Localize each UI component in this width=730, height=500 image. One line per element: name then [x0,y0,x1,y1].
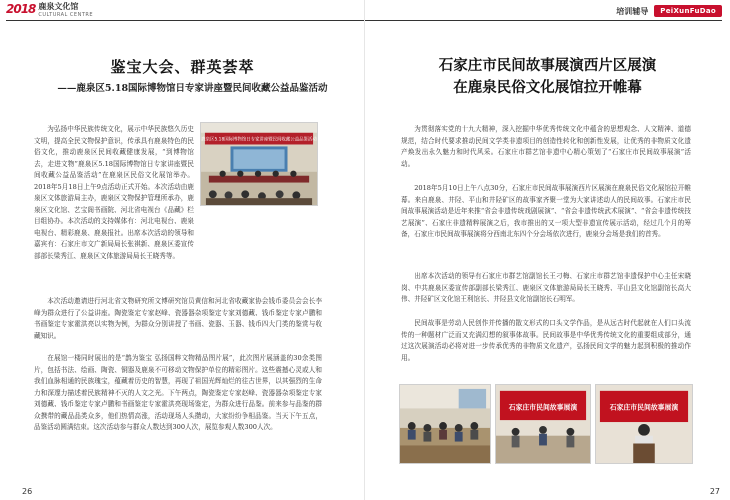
header-rule [6,20,365,21]
article-title [365,55,730,99]
photo-banner-text: 鹿泉区5.18国际博物馆日专家讲座暨民间收藏公益品鉴活动 [201,137,317,143]
article-title-line-1: 石家庄市民间故事展演西片区展演 [438,58,657,74]
logo-english: CULTURAL CENTRE [38,12,94,18]
event-photo-lecture [200,122,318,206]
logo-name: 鹿泉文化馆 [38,2,79,11]
left-paragraph-1: 为弘扬中华民族传统文化，展示中华民族悠久历史文明，提高全民文物保护意识，传承具有鹿泉特色的民俗文化，推动鹿泉区民间收藏健康发展，“到博物馆去，走进文物”鹿泉区5.18国际博物馆日专家讲座暨民间收藏公益品鉴活动”在鹿泉区民俗文化展馆举办。2018年5月18日上午9点活动正式开始。本次活动由鹿泉区文体旅游局主办，鹿泉区文物保护管理所承办，鹿泉区文化馆、艺宝阁书画院、河北省电视台《品藏》栏目组协办。本次活动的支持媒体有：河北电视台、鹿泉电视台、精彩鹿泉、鹿泉报社。出席本次活动的领导和嘉宾有：石家庄市文广新局局长张祺新、鹿泉区委宣传部部长梁秀江、鹿泉区文体旅游局局长王晓秀等。 [34,125,194,260]
section-tag: PeiXunFuDao [654,5,722,17]
article-title: 鉴宝大会、群英荟萃 [110,58,255,76]
left-paragraph-2: 本次活动邀请进行河北省文物研究所文博研究馆员黄信和河北省收藏家协会钱币委员会会长李峰为群众进行了公益讲座。陶瓷鉴定专家赵峰、瓷器器杂项鉴定专家刘德藏、钱币鉴定专家卢鹏和书画鉴定专家霍洪亮以实物为例，为群众分别讲授了书画、瓷器、玉器、钱币四大门类的鉴赏与收藏知识。 [34,297,322,340]
event-photo-audience [399,384,491,464]
photo-banner-text: 石家庄市民间故事展演 [609,403,679,412]
photo-banner-text: 石家庄市民间故事展演 [508,403,578,412]
section-title: 培训辅导 [616,6,649,16]
right-paragraph-3: 出席本次活动的领导有石家庄市群艺馆副馆长王刁梅、石家庄市群艺馆非遗保护中心主任宋晓岗、中共鹿泉区委宣传部副部长梁秀江、鹿泉区文体旅游局局长王晓秀、平山县文化馆副馆长高大伟、井陉矿区文化馆王利馆长、井陉县文化馆副馆长石明军。 [401,272,691,303]
page-number-left: 26 [22,487,33,496]
event-photo-stage-1 [495,384,591,464]
right-paragraph-4: 民间故事是劳动人民创作并传播的散文形式的口头文学作品，是从远古时代起就在人们口头流传的一种题材广泛而又充满幻想的叙事体故事。民间故事是中华优秀传统文化的重要组成部分，通过这次展演活动必将对进一步传承优秀的非物质文化遗产，弘扬民间文学的魅力起到积极的推动作用。 [401,319,691,362]
right-page [365,0,730,500]
article-subtitle: ——鹿泉区5.18国际博物馆日专家讲座暨民间收藏公益品鉴活动 [57,83,328,94]
article-title-line-2: 在鹿泉民俗文化展馆拉开帷幕 [453,80,642,96]
header-rule [365,20,722,21]
right-paragraph-2: 2018年5月10日上午八点30分，石家庄市民间故事展演西片区展演在鹿泉民俗文化展馆拉开帷幕。来自鹿泉、井陉、平山和井陉矿区的故事家齐聚一堂为大家讲述动人的民间故事。石家庄市民间故事展演活动是近年来推“省会非遗传统戏剧展演”、“省会非遗传统武术展演”、“省会非遗传统技艺展演”、石家庄非遗精粹展演之后，我市推出的又一项大型非遗宣传展示活动，经过几个月的筹备，石家庄市民间故事展演将分西南北东四个分会场依次进行，鹿泉分会场是我们的首秀。 [401,184,691,238]
right-header [365,0,730,24]
left-header [0,0,365,24]
cultural-centre-logo [6,2,93,20]
page-number-right: 27 [709,487,720,496]
event-photo-speaker [595,384,693,464]
left-paragraph-3: 在展馆一楼同时展出的是“鹊为鉴宝 弘扬国粹文物精品图片展”，此次图片展涵盖的30余类图片，包括书法、绘画、陶瓷、铜器及鹿泉不可移动文物保护单位的精彩图片。这些震撼心灵或人和我们血脉相通的民族瑰宝，蕴藏着历史的智慧，再现了祖国光辉灿烂的往古世界，以其强烈的生命力和深邃力描述着民族精神不灭的人文之光。下午两点，陶瓷鉴定专家赵峰、瓷器器杂项鉴定专家刘德藏、钱币鉴定专家卢鹏和书画鉴定专家霍洪亮现场鉴定，为群众进行品鉴。前来参与品鉴的群众携带的藏品品类众多，他们热情高涨，活动现场人头攒动，大家纷纷争相品鉴。当天下午五点，品鉴活动圆满结束。这次活动参与群众人数达到300人次，展览参观人数300人次。 [34,354,322,431]
right-paragraph-1: 为贯彻落实党的十九大精神，深入挖掘中华优秀传统文化中蕴含的思想观念、人文精神、道德规范，结合时代要求推动民间文学类非遗项目的创造性转化和创新性发展，让优秀的非物质文化遗产焕发出永久魅力和时代风采。石家庄市群艺馆非遗中心精心策划了“石家庄市民间故事展演”活动。 [401,125,691,168]
logo-year: 2018 [6,2,36,16]
